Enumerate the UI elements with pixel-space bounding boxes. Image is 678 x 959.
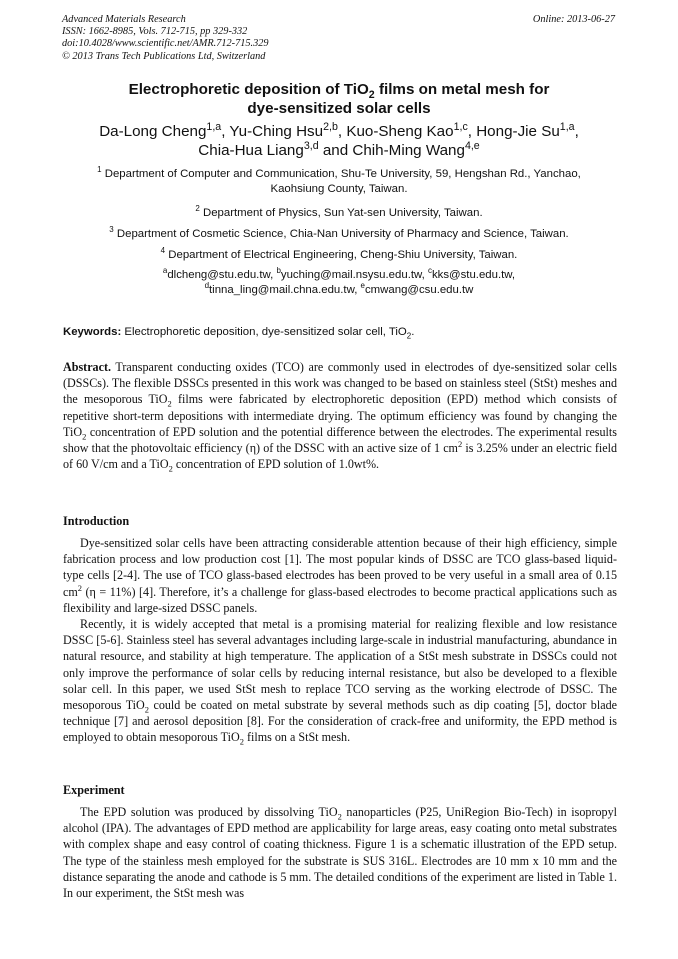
paragraph: Dye-sensitized solar cells have been attracting considerable attention because of their high efficiency, simple fabrication process and low production cost [1]. The most popular kinds of DSSC are TCO glass-based liquid-type cells [2-4]. The use of TCO glass-based electrodes has been proved to be very useful in a small area of 0.15 $cm^2$ (η = 11%) [4]. Therefore, it’s a challenge for glass-based electrodes to become practical applications such as flexibility and large-sized DSSC panels. — [63, 536, 617, 615]
email-link[interactable]: yuching@mail.nsysu.edu.tw — [280, 269, 422, 281]
author-name: Chia-Hua Liang — [198, 142, 304, 159]
author-emails: $^a$dlcheng@stu.edu.tw, $^b$yuching@mail.nsysu.edu.tw, $^c$kks@stu.edu.tw, $^d$tinna_ling@mail.chna.edu.tw, $^e$cmwang@csu.edu.tw — [162, 266, 516, 296]
affiliation-3: $^3$ Department of Cosmetic Science, Chia-Nan University of Pharmacy and Science, Taiwan. — [109, 225, 569, 240]
author-name: Hong-Jie Su — [476, 123, 560, 140]
section-heading-experiment: Experiment — [63, 783, 125, 797]
author-name: Kuo-Sheng Kao — [346, 123, 454, 140]
affiliation-4: $^4$ Department of Electrical Engineering, Cheng-Shiu University, Taiwan. — [160, 246, 518, 261]
email-link[interactable]: dlcheng@stu.edu.tw — [167, 269, 271, 281]
journal-copyright: © 2013 Trans Tech Publications Ltd, Switzerland — [62, 50, 266, 62]
abstract: Abstract. Transparent conducting oxides (TCO) are commonly used in electrodes of dye-sensitized solar cells (DSSCs). The flexible DSSCs presented in this work was changed to be based on stainless steel (StSt) meshes and the mesoporous TiO$_2$ films were fabricated by electrophoretic deposition (EPD) method which consists of repetitive short-term depositions with intermediate drying. The optimum efficiency was found by changing the TiO$_2$ concentration of EPD solution and the potential difference between the electrodes. The experimental results show that the photovoltaic efficiency (η) of the DSSC with an active size of 1 $cm^2$ is 3.25% under an electric field of 60 V/cm and a TiO$_2$ concentration of EPD solution of 1.0wt%. — [63, 360, 617, 474]
journal-doi: doi:10.4028/www.scientific.net/AMR.712-715.329 — [62, 38, 269, 50]
online-date: Online: 2013-06-27 — [532, 14, 615, 25]
journal-name: Advanced Materials Research — [62, 14, 186, 25]
journal-issn: ISSN: 1662-8985, Vols. 712-715, pp 329-332 — [62, 26, 248, 38]
paragraph: Recently, it is widely accepted that metal is a promising material for realizing flexible and low resistance DSSC [5-6]. Stainless steel has several advantages including large-scale in industrial manufacturing, abundance in natural resource, and stability at high temperature. The application of a StSt mesh substrate in DSSCs could not only improve the performance of solar cells by reducing internal resistance, but also be developed to a flexible solar cell. In this paper, we used StSt mesh to replace TCO serving as the working electrode of DSSC. The mesoporous TiO$_2$ could be coated on metal substrate by several methods such as dip coating [5], doctor blade technique [7] and aerosol deposition [8]. For the consideration of crack-free and uniformity, the EPD method is employed to obtain mesoporous TiO$_2$ films on a StSt mesh. — [63, 617, 617, 747]
author-name: Yu-Ching Hsu — [229, 123, 324, 140]
keywords: Keywords: Electrophoretic deposition, dye-sensitized solar cell, TiO$_2$. — [63, 326, 415, 341]
email-link[interactable]: cmwang@csu.edu.tw — [364, 284, 474, 296]
abstract-label: Abstract. — [63, 360, 112, 374]
email-link[interactable]: tinna_ling@mail.chna.edu.tw — [209, 284, 355, 296]
paper-title: Electrophoretic deposition of TiO$_2$ films on metal mesh for dye-sensitized solar cells — [128, 81, 550, 117]
affiliation-2: $^2$ Department of Physics, Sun Yat-sen University, Taiwan. — [195, 204, 483, 219]
author-name: Da-Long Cheng — [99, 123, 207, 140]
email-link[interactable]: kks@stu.edu.tw — [431, 269, 512, 281]
keywords-label: Keywords: — [63, 326, 122, 338]
affiliation-1: $^1$ Department of Computer and Communication, Shu-Te University, 59, Hengshan Rd., Yanchao, Kaohsiung County, Taiwan. — [97, 165, 581, 195]
paragraph: The EPD solution was produced by dissolving TiO$_2$ nanoparticles (P25, UniRegion Bio-Tech) in isopropyl alcohol (IPA). The advantages of EPD method are applicability for large areas, easy coating onto metal substrates with complex shape and easy control of coating thickness. Figure 1 is a schematic illustration of the EPD setup. The type of the stainless mesh employed for the substrate is SUS 316L. Electrodes are 10 mm x 10 mm and the distance separating the anode and cathode is 5 mm. The detailed conditions of the experiment are listed in Table 1. In our experiment, the StSt mesh was — [63, 805, 617, 901]
introduction-body — [63, 535, 617, 746]
author-list: Da-Long Cheng$^{1,a}$, Yu-Ching Hsu$^{2,b}$, Kuo-Sheng Kao$^{1,c}$, Hong-Jie Su$^{1,a}$, Chia-Hua Liang$^{3,d}$ and Chih-Ming Wang$^{4,e}$ — [99, 120, 579, 159]
section-heading-introduction: Introduction — [63, 514, 130, 528]
author-name: Chih-Ming Wang — [352, 142, 465, 159]
experiment-body — [63, 804, 617, 901]
journal-header — [62, 14, 269, 63]
